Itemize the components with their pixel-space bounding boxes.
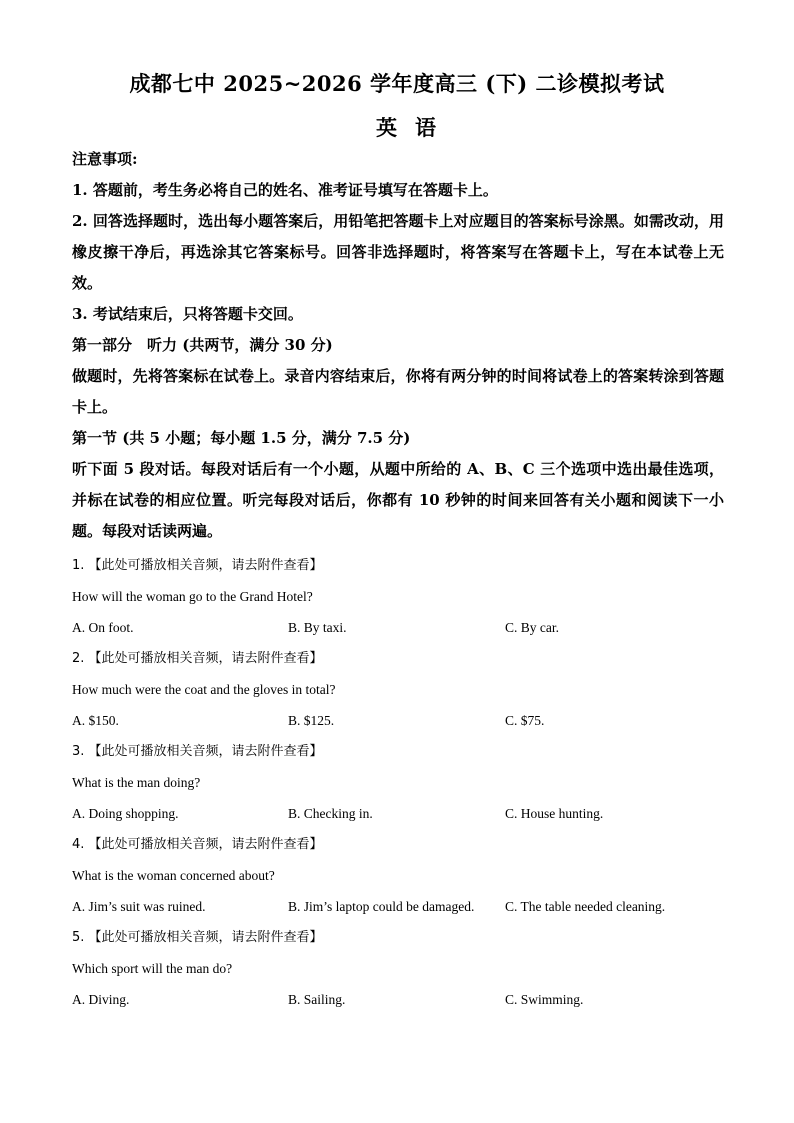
- section1-instruction: 听下面 5 段对话。每段对话后有一个小题，从题中所给的 A、B、C 三个选项中选出最佳选项，并标在试卷的相应位置。听完每段对话后，你都有 10 秒钟的时间来回答有关小题和阅读下一小题。每段对话读两遍。: [72, 460, 724, 540]
- option-b: B. Jim’s laptop could be damaged.: [288, 899, 475, 914]
- option-c: C. Swimming.: [505, 992, 584, 1007]
- options-row: [72, 612, 724, 643]
- notice-heading: 注意事项:: [72, 150, 138, 168]
- questions-list: [72, 550, 724, 1015]
- subject-title: 英语: [376, 115, 454, 140]
- option-c: C. By car.: [505, 620, 559, 635]
- audio-note[interactable]: 3. 【此处可播放相关音频，请去附件查看】: [72, 744, 323, 759]
- part1-instruction: 做题时，先将答案标在试卷上。录音内容结束后，你将有两分钟的时间将试卷上的答案转涂到答题卡上。: [72, 367, 724, 416]
- audio-note[interactable]: 2. 【此处可播放相关音频，请去附件查看】: [72, 651, 323, 666]
- option-c: C. House hunting.: [505, 806, 604, 821]
- options-row: [72, 891, 724, 922]
- section1-heading: 第一节 (共 5 小题；每小题 1.5 分，满分 7.5 分): [72, 429, 411, 447]
- options-row: [72, 798, 724, 829]
- audio-note[interactable]: 4. 【此处可播放相关音频，请去附件查看】: [72, 837, 323, 852]
- option-b: B. By taxi.: [288, 620, 347, 635]
- option-b: B. $125.: [288, 713, 335, 728]
- notice-section: [72, 144, 724, 547]
- part1-heading: 第一部分 听力 (共两节，满分 30 分): [72, 336, 333, 354]
- question-text: What is the man doing?: [72, 775, 201, 790]
- options-row: [72, 705, 724, 736]
- notice-item-3: 3. 考试结束后，只将答题卡交回。: [72, 305, 303, 323]
- option-c: C. $75.: [505, 713, 545, 728]
- options-row: [72, 984, 724, 1015]
- notice-item-1: 1. 答题前，考生务必将自己的姓名、准考证号填写在答题卡上。: [72, 181, 498, 199]
- audio-note[interactable]: 1. 【此处可播放相关音频，请去附件查看】: [72, 558, 323, 573]
- question-text: How much were the coat and the gloves in total?: [72, 682, 336, 697]
- option-c: C. The table needed cleaning.: [505, 899, 666, 914]
- option-a: A. Doing shopping.: [72, 806, 179, 821]
- notice-item-2: 2. 回答选择题时，选出每小题答案后，用铅笔把答题卡上对应题目的答案标号涂黑。如需改动，用橡皮擦干净后，再选涂其它答案标号。回答非选择题时，将答案写在答题卡上，写在本试卷上无效。: [72, 212, 724, 292]
- question-text: What is the woman concerned about?: [72, 868, 275, 883]
- option-a: A. On foot.: [72, 620, 134, 635]
- audio-note[interactable]: 5. 【此处可播放相关音频，请去附件查看】: [72, 930, 323, 945]
- question-text: How will the woman go to the Grand Hotel?: [72, 589, 313, 604]
- option-a: A. $150.: [72, 713, 119, 728]
- exam-title: 成都七中 2025~2026 学年度高三 (下) 二诊模拟考试: [129, 71, 665, 96]
- question-text: Which sport will the man do?: [72, 961, 233, 976]
- option-a: A. Jim’s suit was ruined.: [72, 899, 206, 914]
- option-b: B. Checking in.: [288, 806, 373, 821]
- option-b: B. Sailing.: [288, 992, 346, 1007]
- option-a: A. Diving.: [72, 992, 130, 1007]
